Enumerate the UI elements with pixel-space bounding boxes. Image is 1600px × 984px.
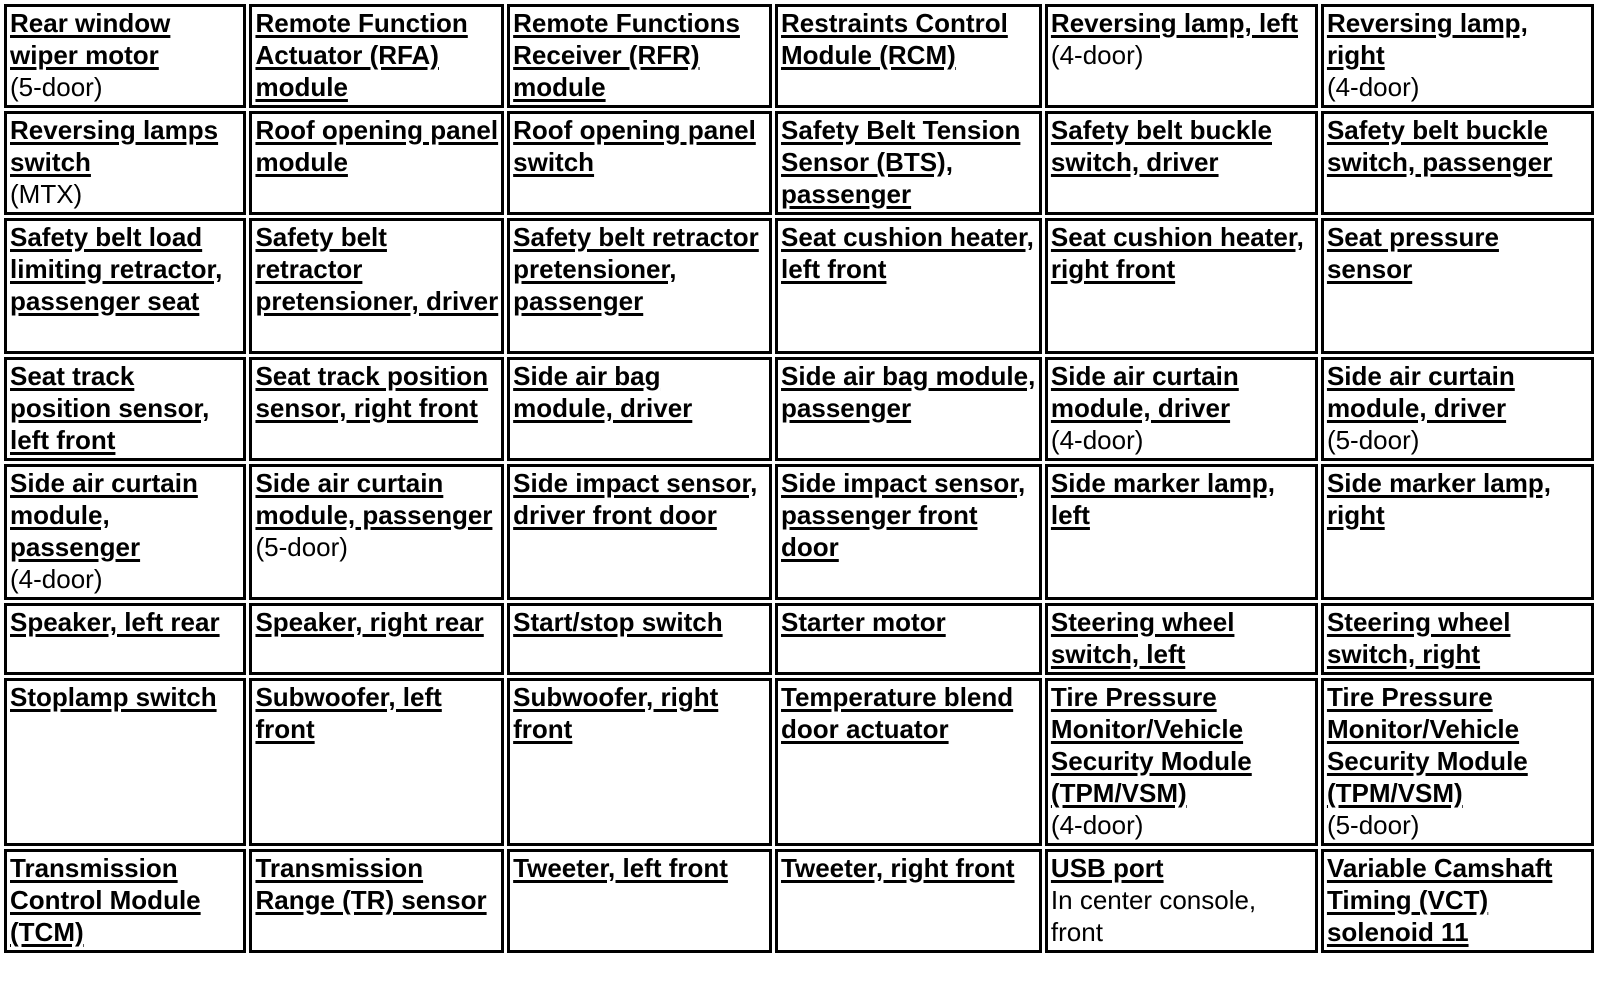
table-cell: [1045, 678, 1318, 846]
table-cell: [507, 849, 772, 953]
component-link[interactable]: Start/stop switch: [513, 607, 723, 637]
table-body: [4, 4, 1594, 953]
table-cell: [1045, 603, 1318, 675]
component-link[interactable]: Seat pressure sensor: [1326, 222, 1499, 284]
component-link[interactable]: Speaker, right rear: [255, 607, 484, 637]
component-link[interactable]: Remote Functions Receiver (RFR) module: [513, 8, 740, 102]
table-cell: [775, 218, 1042, 354]
table-cell: [249, 111, 504, 215]
component-link[interactable]: Side air bag module, passenger: [781, 361, 1036, 423]
component-link[interactable]: Side air curtain module, driver: [1050, 361, 1239, 423]
component-link[interactable]: Side impact sensor, passenger front door: [781, 468, 1026, 562]
table-cell: [4, 218, 246, 354]
component-link[interactable]: Rear window wiper motor: [10, 8, 171, 70]
table-cell: [775, 603, 1042, 675]
component-note: (4-door): [1050, 40, 1144, 70]
table-cell: [775, 111, 1042, 215]
table-cell: [249, 464, 504, 600]
component-link[interactable]: Safety Belt Tension Sensor (BTS), passenger: [781, 115, 1021, 209]
table-cell: [249, 849, 504, 953]
table-cell: [4, 464, 246, 600]
table-cell: [1045, 4, 1318, 108]
component-link[interactable]: Seat cushion heater, right front: [1050, 222, 1304, 284]
component-link[interactable]: Subwoofer, right front: [513, 682, 719, 744]
table-cell: [775, 464, 1042, 600]
table-cell: [1321, 849, 1594, 953]
table-cell: [1321, 218, 1594, 354]
table-row: [4, 678, 1594, 846]
component-note: (5-door): [1326, 425, 1420, 455]
table-cell: [4, 4, 246, 108]
component-link[interactable]: Tweeter, right front: [781, 853, 1015, 883]
component-link[interactable]: Roof opening panel switch: [513, 115, 756, 177]
component-link[interactable]: Temperature blend door actuator: [781, 682, 1014, 744]
component-link[interactable]: USB port: [1050, 853, 1164, 883]
table-cell: [1045, 464, 1318, 600]
table-cell: [1321, 357, 1594, 461]
table-cell: [1045, 357, 1318, 461]
table-cell: [4, 849, 246, 953]
component-link[interactable]: Safety belt buckle switch, passenger: [1326, 115, 1553, 177]
table-row: [4, 849, 1594, 953]
component-link[interactable]: Tire Pressure Monitor/Vehicle Security Module (TPM/VSM): [1326, 682, 1528, 808]
table-cell: [249, 678, 504, 846]
component-link[interactable]: Side marker lamp, left: [1050, 468, 1275, 530]
table-cell: [4, 357, 246, 461]
component-note: (5-door): [255, 532, 348, 562]
table-cell: [507, 111, 772, 215]
table-cell: [775, 678, 1042, 846]
table-cell: [507, 218, 772, 354]
table-cell: [507, 678, 772, 846]
table-cell: [1321, 4, 1594, 108]
component-link[interactable]: Side air curtain module, passenger: [10, 468, 198, 562]
component-note: (4-door): [1050, 810, 1144, 840]
component-link[interactable]: Safety belt retractor pretensioner, driver: [255, 222, 499, 316]
table-cell: [507, 603, 772, 675]
component-link[interactable]: Starter motor: [781, 607, 946, 637]
component-link[interactable]: Restraints Control Module (RCM): [781, 8, 1008, 70]
table-cell: [1321, 678, 1594, 846]
component-link[interactable]: Seat track position sensor, right front: [255, 361, 489, 423]
component-link[interactable]: Safety belt buckle switch, driver: [1050, 115, 1272, 177]
component-link[interactable]: Side marker lamp, right: [1326, 468, 1551, 530]
component-link[interactable]: Side air bag module, driver: [513, 361, 693, 423]
table-cell: [507, 357, 772, 461]
component-note: (MTX): [10, 179, 83, 209]
table-cell: [249, 218, 504, 354]
component-note: In center console, front: [1050, 885, 1257, 947]
component-link[interactable]: Tweeter, left front: [513, 853, 728, 883]
component-link[interactable]: Seat cushion heater, left front: [781, 222, 1034, 284]
table-cell: [775, 849, 1042, 953]
component-link[interactable]: Steering wheel switch, right: [1326, 607, 1511, 669]
component-link[interactable]: Seat track position sensor, left front: [10, 361, 210, 455]
component-link[interactable]: Reversing lamp, left: [1050, 8, 1298, 38]
table-cell: [249, 357, 504, 461]
table-cell: [4, 111, 246, 215]
component-link[interactable]: Side air curtain module, passenger: [255, 468, 493, 530]
component-link[interactable]: Steering wheel switch, left: [1050, 607, 1235, 669]
component-link[interactable]: Reversing lamps switch: [10, 115, 219, 177]
table-cell: [1045, 111, 1318, 215]
component-link[interactable]: Side impact sensor, driver front door: [513, 468, 758, 530]
table-row: [4, 603, 1594, 675]
table-cell: [775, 357, 1042, 461]
table-cell: [1045, 849, 1318, 953]
table-row: [4, 111, 1594, 215]
table-cell: [507, 4, 772, 108]
table-cell: [507, 464, 772, 600]
table-cell: [1045, 218, 1318, 354]
table-cell: [249, 603, 504, 675]
component-note: (5-door): [1326, 810, 1420, 840]
component-link[interactable]: Stoplamp switch: [10, 682, 217, 712]
component-link[interactable]: Side air curtain module, driver: [1326, 361, 1515, 423]
table-row: [4, 218, 1594, 354]
table-cell: [249, 4, 504, 108]
table-row: [4, 357, 1594, 461]
component-link[interactable]: Reversing lamp, right: [1326, 8, 1528, 70]
table-cell: [1321, 464, 1594, 600]
component-link[interactable]: Transmission Range (TR) sensor: [255, 853, 487, 915]
component-link[interactable]: Roof opening panel module: [255, 115, 499, 177]
table-cell: [4, 603, 246, 675]
component-link[interactable]: Safety belt load limiting retractor, passenger seat: [10, 222, 223, 316]
table-cell: [1321, 111, 1594, 215]
component-note: (4-door): [10, 564, 103, 594]
table-row: [4, 464, 1594, 600]
component-location-table: [1, 1, 1597, 956]
component-link[interactable]: Speaker, left rear: [10, 607, 220, 637]
component-note: (4-door): [1050, 425, 1144, 455]
component-note: (5-door): [10, 72, 103, 102]
component-link[interactable]: Subwoofer, left front: [255, 682, 442, 744]
component-link[interactable]: Safety belt retractor pretensioner, passenger: [513, 222, 759, 316]
table-cell: [1321, 603, 1594, 675]
table-cell: [4, 678, 246, 846]
component-link[interactable]: Tire Pressure Monitor/Vehicle Security Module (TPM/VSM): [1050, 682, 1252, 808]
table-cell: [775, 4, 1042, 108]
component-link[interactable]: Variable Camshaft Timing (VCT) solenoid 11: [1326, 853, 1553, 947]
component-link[interactable]: Transmission Control Module (TCM): [10, 853, 201, 947]
table-row: [4, 4, 1594, 108]
component-link[interactable]: Remote Function Actuator (RFA) module: [255, 8, 468, 102]
component-note: (4-door): [1326, 72, 1420, 102]
